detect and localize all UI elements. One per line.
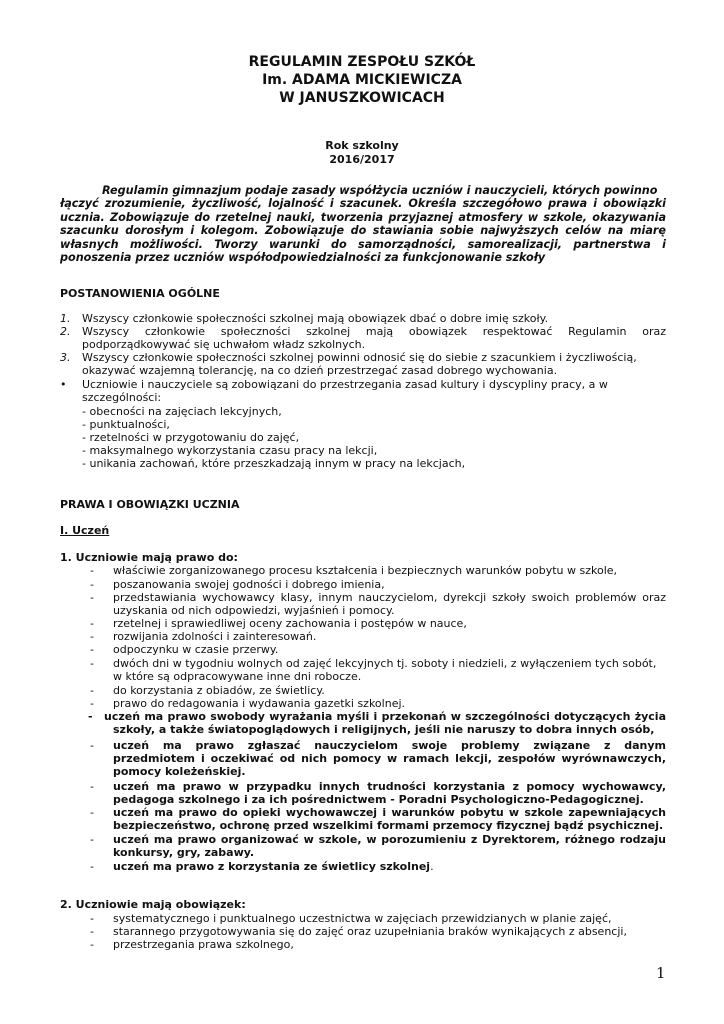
rights-item: poszanowania swojej godności i dobrego imienia, xyxy=(113,578,385,591)
rights-item: uczeń ma prawo do opieki wychowawczej i warunków pobytu w szkole zapewniających xyxy=(113,806,666,819)
duties-item: systematycznego i punktualnego uczestnictwa w zajęciach przewidzianych w planie zajęć, xyxy=(113,912,612,925)
intro-line: szacunku dorosłym i kolegom. Zobowiązuje do stawiania sobie najwyższych celów na miarę xyxy=(60,224,666,238)
sub-item: - obecności na zajęciach lekcyjnych, xyxy=(82,405,282,418)
duties-item: starannego przygotowywania się do zajęć oraz uzupełniania braków wynikających z absencji, xyxy=(113,925,627,938)
dash-icon: - xyxy=(90,739,94,752)
rights-item: do korzystania z obiadów, ze świetlicy. xyxy=(113,684,325,697)
intro-line: własnych możliwości. Tworzy warunki do samorządności, samorealizacji, partnerstwa i xyxy=(60,237,666,251)
rights-item: przedstawiania wychowawcy klasy, innym nauczycielom, dyrekcji szkoły swoich problemów oraz xyxy=(113,591,666,604)
section-heading-general: POSTANOWIENIA OGÓLNE xyxy=(60,287,220,300)
rights-item: uczeń ma prawo organizować w szkole, w porozumieniu z Dyrektorem, różnego rodzaju xyxy=(113,833,666,846)
dash-icon: - xyxy=(90,578,94,591)
rights-item-continuation: konkursy, gry, zabawy. xyxy=(113,846,255,859)
rights-item: rzetelnej i sprawiedliwej oceny zachowania i postępów w nauce, xyxy=(113,617,467,630)
duties-item: przestrzegania prawa szkolnego, xyxy=(113,938,294,951)
sub-item: - punktualności, xyxy=(82,418,170,431)
list-item: Wszyscy członkowie społeczności szkolnej powinni odnosić się do siebie z szacunkiem i życzliwością, xyxy=(82,351,637,364)
dash-icon: - xyxy=(90,617,94,630)
rights-item-continuation: szkoły, a także światopoglądowych i religijnych, jeśli nie naruszy to dobra innych osób, xyxy=(113,723,655,736)
school-year-label: Rok szkolny xyxy=(325,139,399,152)
rights-item-period: . xyxy=(430,860,434,873)
subsection-heading-student: I. Uczeń xyxy=(60,524,110,537)
sub-item: - rzetelności w przygotowaniu do zajęć, xyxy=(82,431,300,444)
rights-item-continuation: przedmiotem i oczekiwać od nich pomocy w ramach lekcji, zespołów wyrównawczych, xyxy=(113,752,666,765)
bullet-icon: • xyxy=(60,378,67,391)
section-heading-rights: PRAWA I OBOWIĄZKI UCZNIA xyxy=(60,498,240,511)
intro-line: Regulamin gimnazjum podaje zasady współżycia uczniów i nauczycieli, których powinno xyxy=(102,184,658,197)
school-year-value: 2016/2017 xyxy=(329,153,395,166)
list-item: Uczniowie i nauczyciele są zobowiązani do przestrzegania zasad kultury i dyscypliny pracy, a w xyxy=(82,378,608,391)
rights-item: uczeń ma prawo w przypadku innych trudności korzystania z pomocy wychowawcy, xyxy=(113,780,666,793)
rights-item-continuation: pomocy koleżeńskiej. xyxy=(113,765,246,778)
document-title-line-3: W JANUSZKOWICACH xyxy=(279,90,445,106)
document-title-line-2: Im. ADAMA MICKIEWICZA xyxy=(262,72,462,88)
rights-list-heading: 1. Uczniowie mają prawo do: xyxy=(60,551,238,564)
dash-icon: - xyxy=(90,643,94,656)
rights-item-continuation: uzyskania od nich odpowiedzi, wyjaśnień i pomocy. xyxy=(113,604,395,617)
sub-item: - maksymalnego wykorzystania czasu pracy na lekcji, xyxy=(82,444,378,457)
document-title-line-1: REGULAMIN ZESPOŁU SZKÓŁ xyxy=(248,54,476,70)
dash-icon: - xyxy=(90,684,94,697)
rights-item: właściwie zorganizowanego procesu kształcenia i bezpiecznych warunków pobytu w szkole, xyxy=(113,564,618,577)
list-number: 2. xyxy=(60,325,71,338)
rights-item-text: uczeń ma prawo z korzystania ze świetlicy szkolnej xyxy=(113,860,431,873)
rights-item-continuation: pedagoga szkolnego i za ich pośrednictwem - Poradni Psychologiczno-Pedagogicznej. xyxy=(113,793,644,806)
list-item: Wszyscy członkowie społeczności szkolnej mają obowiązek dbać o dobre imię szkoły. xyxy=(82,312,549,325)
page-number: 1 xyxy=(656,964,666,982)
rights-item-continuation: bezpieczeństwo, ochronę przed wszelkimi formami przemocy fizycznej bądź psychicznej. xyxy=(113,819,664,832)
rights-item: uczeń ma prawo zgłaszać nauczycielom swoje problemy związane z danym xyxy=(113,739,666,752)
rights-item xyxy=(113,860,434,873)
intro-paragraph xyxy=(60,184,666,264)
intro-line: łączyć zrozumienie, życzliwość, lojalność i szacunek. Określa szczegółowo prawa i obowiązki xyxy=(60,197,666,211)
dash-icon: - xyxy=(90,630,94,643)
dash-icon: - xyxy=(90,591,94,604)
dash-icon: - xyxy=(90,925,94,938)
list-item-continuation: okazywać wzajemną tolerancję, na co dzień przestrzegać zasad dobrego wychowania. xyxy=(82,364,558,377)
dash-icon: - xyxy=(90,657,94,670)
rights-item: uczeń ma prawo swobody wyrażania myśli i przekonań w szczególności dotyczących życia xyxy=(104,710,666,723)
intro-line: ucznia. Zobowiązuje do rzetelnej nauki, tworzenia przyjaznej atmosfery w szkole, okazywania xyxy=(60,210,666,224)
intro-line: ponoszenia przez uczniów współodpowiedzialności za funkcjonowanie szkoły xyxy=(60,251,546,265)
dash-icon: - xyxy=(90,833,94,846)
list-number: 3. xyxy=(60,351,71,364)
rights-item: prawo do redagowania i wydawania gazetki szkolnej. xyxy=(113,697,406,710)
duties-list-heading: 2. Uczniowie mają obowiązek: xyxy=(60,898,246,911)
rights-item: rozwijania zdolności i zainteresowań. xyxy=(113,630,317,643)
rights-item: odpoczynku w czasie przerwy. xyxy=(113,643,279,656)
dash-icon: - xyxy=(90,860,94,873)
dash-icon: - xyxy=(90,780,94,793)
rights-item-continuation: w które są odpracowywane inne dni robocze. xyxy=(113,670,362,683)
list-item-continuation: podporządkowywać się uchwałom władz szkolnych. xyxy=(82,338,366,351)
dash-icon: - xyxy=(90,697,94,710)
rights-item: dwóch dni w tygodniu wolnych od zajęć lekcyjnych tj. soboty i niedzieli, z wyłączeniem tych sobót, xyxy=(113,657,657,670)
dash-icon: - xyxy=(90,564,94,577)
list-number: 1. xyxy=(60,312,71,325)
dash-icon: - xyxy=(90,938,94,951)
list-item: Wszyscy członkowie społeczności szkolnej mają obowiązek respektować Regulamin oraz xyxy=(82,325,666,338)
dash-icon: - xyxy=(90,806,94,819)
sub-item: - unikania zachowań, które przeszkadzają innym w pracy na lekcjach, xyxy=(82,457,466,470)
dash-icon: - xyxy=(90,912,94,925)
list-item-continuation: szczególności: xyxy=(82,391,162,404)
dash-icon: - xyxy=(88,710,93,723)
